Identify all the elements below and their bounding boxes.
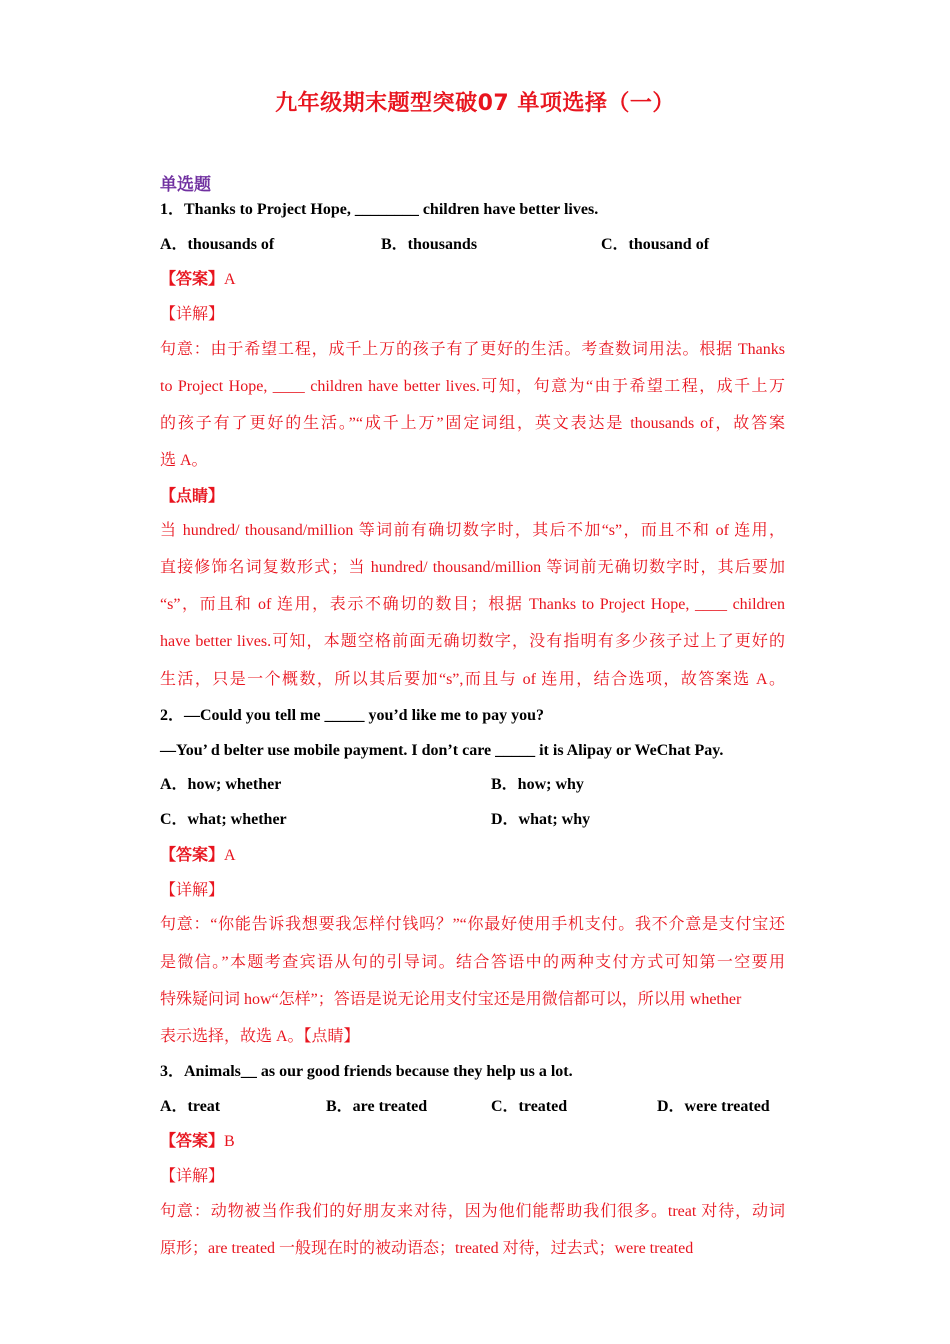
q1-answer [160, 270, 236, 290]
q1-detail-line: 选 A。 [160, 452, 208, 469]
page-title: 九年级期末题型突破07 单项选择（一） [275, 91, 675, 116]
q2-answer-label: 【答案】 [160, 847, 225, 864]
q2-detail-line: 是微信。”本题考查宾语从句的引导词。结合答语中的两种支付方式可知第一空要用 [160, 954, 785, 971]
q2-stem-line: —You’ d belter use mobile payment. I don’t care _____ it is Alipay or WeChat Pay. [160, 742, 724, 759]
q3-detail-label: 【详解】 [160, 1168, 225, 1185]
q1-detail-line: to Project Hope, ____ children have better lives.可知，句意为“由于希望工程，成千上万 [160, 378, 785, 395]
q2-option-c: C．what; whether [160, 811, 287, 828]
q1-tip-line: have better lives.可知，本题空格前面无确切数字，没有指明有多少孩子过上了更好的 [160, 633, 785, 650]
q1-tip-label: 【点睛】 [160, 488, 225, 505]
q3-stem: 3．Animals__ as our good friends because they help us a lot. [160, 1063, 573, 1080]
q2-detail-label: 【详解】 [160, 882, 225, 899]
q1-option-a: A．thousands of [160, 236, 275, 253]
q1-detail-line: 句意：由于希望工程，成千上万的孩子有了更好的生活。考查数词用法。根据 Thanks [160, 341, 785, 358]
q2-answer [160, 846, 236, 866]
q2-option-a: A．how; whether [160, 776, 282, 793]
q2-option-b: B．how; why [491, 776, 584, 793]
q1-answer-value: A [224, 271, 236, 288]
q3-answer-label: 【答案】 [160, 1133, 225, 1150]
q2-detail-line: 句意：“你能告诉我想要我怎样付钱吗？”“你最好使用手机支付。我不介意是支付宝还 [160, 916, 785, 933]
q2-answer-value: A [224, 847, 236, 864]
q3-answer [160, 1132, 235, 1152]
q1-tip-line: “s”，而且和 of 连用，表示不确切的数目；根据 Thanks to Project Hope, ____ children [160, 596, 785, 613]
q1-tip-line: 生活，只是一个概数，所以其后要加“s”,而且与 of 连用，结合选项，故答案选 A。 [160, 671, 785, 688]
q3-option-c: C．treated [491, 1098, 568, 1115]
q1-detail-label: 【详解】 [160, 306, 225, 323]
q3-detail-line: 原形；are treated 一般现在时的被动语态；treated 对待，过去式；were treated [160, 1240, 694, 1257]
q3-answer-value: B [224, 1133, 235, 1150]
section-heading: 单选题 [160, 175, 211, 195]
q3-option-a: A．treat [160, 1098, 221, 1115]
q1-detail-line: 的孩子有了更好的生活。”“成千上万”固定词组，英文表达是 thousands of，故答案 [160, 415, 785, 432]
q2-detail-line: 特殊疑问词 how“怎样”；答语是说无论用支付宝还是用微信都可以，所以用 whether [160, 991, 742, 1008]
q2-stem-line: 2．—Could you tell me _____ you’d like me to pay you? [160, 707, 545, 724]
q1-answer-label: 【答案】 [160, 271, 225, 288]
q1-tip-line: 直接修饰名词复数形式；当 hundred/ thousand/million 等词前无确切数字时，其后要加 [160, 559, 785, 576]
q1-option-c: C．thousand of [601, 236, 710, 253]
q3-option-b: B．are treated [326, 1098, 428, 1115]
q1-tip-line: 当 hundred/ thousand/million 等词前有确切数字时，其后不加“s”，而且不和 of 连用， [160, 522, 785, 539]
q1-stem: 1．Thanks to Project Hope, ________ children have better lives. [160, 201, 599, 218]
q1-option-b: B．thousands [381, 236, 478, 253]
q2-option-d: D．what; why [491, 811, 591, 828]
q2-detail-line: 表示选择，故选 A。【点睛】 [160, 1028, 360, 1045]
q3-option-d: D．were treated [657, 1098, 770, 1115]
q3-detail-line: 句意：动物被当作我们的好朋友来对待，因为他们能帮助我们很多。treat 对待，动词 [160, 1203, 785, 1220]
